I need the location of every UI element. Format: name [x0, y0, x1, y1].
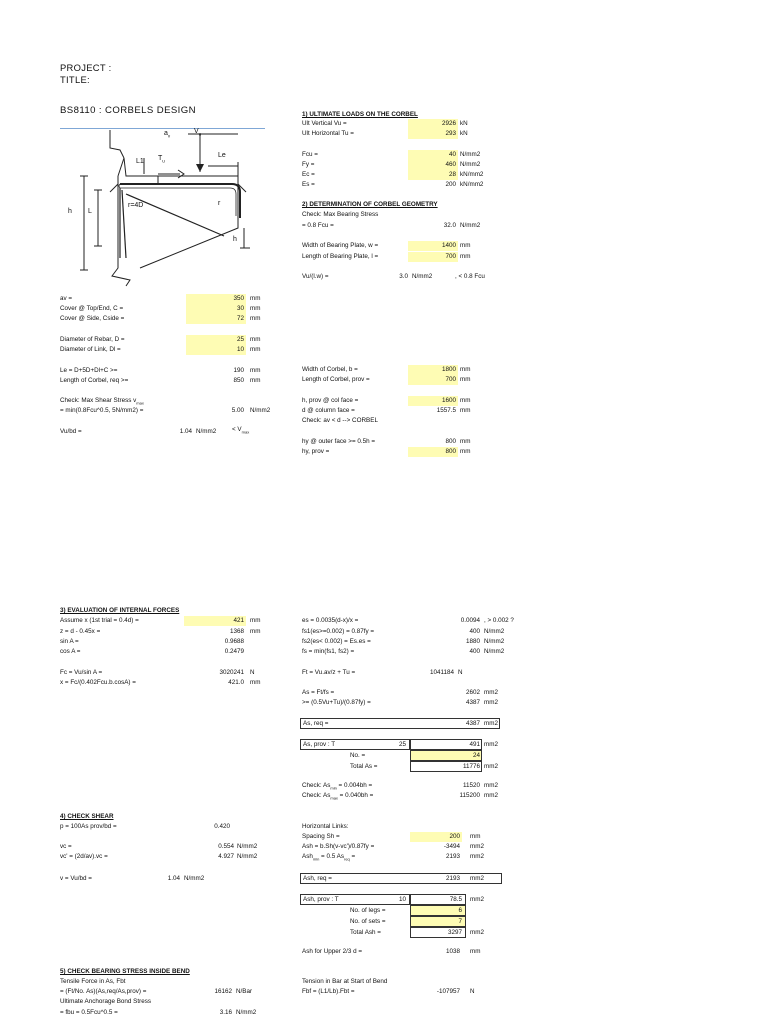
section-3-heading: 3) EVALUATION OF INTERNAL FORCES [60, 607, 180, 614]
fs1-unit: N/mm2 [484, 628, 505, 635]
z-unit: mm [250, 628, 261, 635]
h-prov-unit: mm [460, 397, 471, 404]
dia-rebar-unit: mm [250, 336, 261, 343]
fc-value: 3020241 [219, 669, 244, 676]
vul-unit: N/mm2 [412, 273, 433, 280]
fbu-value: 3.16 [219, 1009, 232, 1016]
fs2-label: fs2(es< 0.002) = Es.es = [302, 638, 371, 645]
fbu-unit: N/mm2 [236, 1009, 257, 1016]
fcu-label: Fcu = [302, 151, 318, 158]
vc-label: vc = [60, 843, 72, 850]
width-b-input[interactable]: 1800 [441, 366, 456, 373]
le-unit: mm [250, 367, 261, 374]
as-min-check-label: Check: $As_{min} = 0.004bh$ = [302, 782, 373, 791]
tu-label: $T_u$ [158, 155, 165, 164]
as-prov-unit: mm2 [484, 741, 498, 748]
cover-side-unit: mm [250, 315, 261, 322]
ec-input[interactable]: 28 [448, 171, 456, 178]
ash-label: Ash = b.Sh(v-vc')/0.87fy = [302, 843, 375, 850]
upper-unit: mm [470, 948, 481, 955]
h-label: h [68, 208, 72, 215]
r4d-label: r=4D [128, 202, 144, 209]
d-col-unit: mm [460, 407, 471, 414]
shear-formula-unit: N/mm2 [250, 407, 271, 414]
title-label: TITLE: [60, 74, 90, 85]
hy-outer-value: 800 [445, 438, 456, 445]
as-ft-label: As = Ft/fs = [302, 689, 335, 696]
as-ft-unit: mm2 [484, 689, 498, 696]
vu-input[interactable]: 2926 [441, 120, 456, 127]
z-value: 1368 [229, 628, 244, 635]
as-ft-value: 2602 [465, 689, 480, 696]
section-4-heading: 4) CHECK SHEAR [60, 813, 114, 820]
as-min-check-value: 11520 [462, 782, 480, 789]
dia-link-input[interactable]: 10 [236, 346, 244, 353]
as-prov-value: 491 [469, 741, 480, 748]
tu-label-row: Ult Horizontal Tu = [302, 130, 354, 137]
av-label: $a_v$ [164, 130, 171, 139]
es-strain-note: , > 0.002 ? [484, 617, 514, 624]
as-req-label: As, req = [303, 720, 329, 727]
le-row-label: Le = D+5D+Dl+C >= [60, 367, 118, 374]
vubd-note: < $V_{max}$ [232, 426, 250, 435]
h2-label: h [233, 236, 237, 243]
fs-unit: N/mm2 [484, 648, 505, 655]
width-bp-unit: mm [460, 242, 471, 249]
len-prov-input[interactable]: 700 [445, 376, 456, 383]
vc2-value: 4.927 [218, 853, 234, 860]
l1-label: L1 [136, 158, 144, 165]
ash-req-value: 2193 [445, 875, 460, 882]
fs2-value: 1880 [465, 638, 480, 645]
fc-label: Fc = Vu/sin A = [60, 669, 103, 676]
es-unit: kN/mm2 [460, 181, 484, 188]
vul-note: , < 0.8 Fcu [455, 273, 485, 280]
sets-input[interactable]: 7 [458, 918, 462, 925]
l-label: L [88, 208, 92, 215]
fbu-label: = fbu = 0.5Fcu^0.5 = [60, 1009, 118, 1016]
len-req-value: 850 [233, 377, 244, 384]
upper-label: Ash for Upper 2/3 d = [302, 948, 363, 955]
len-prov-unit: mm [460, 376, 471, 383]
vubd-unit: N/mm2 [196, 428, 217, 435]
hy-outer-unit: mm [460, 438, 471, 445]
tensile-label: Tensile Force in As, Fbt [60, 978, 126, 985]
fcu08-value: 32.0 [443, 222, 456, 229]
fbf-label: Fbf = (L1/Lb).Fbt = [302, 988, 355, 995]
ash-min-label: Ash$_{min}$ = 0.5 $As_{req}$ = [302, 853, 356, 862]
len-bp-label: Length of Bearing Plate, l = [302, 253, 379, 260]
fs1-label: fs1(es>=0.002) = 0.87fy = [302, 628, 375, 635]
fs2-unit: N/mm2 [484, 638, 505, 645]
horizontal-links-label: Horizontal Links: [302, 823, 349, 830]
hy-prov-label: hy, prov = [302, 448, 330, 455]
cover-top-unit: mm [250, 305, 261, 312]
section-2-heading: 2) DETERMINATION OF CORBEL GEOMETRY [302, 201, 438, 208]
len-bp-unit: mm [460, 253, 471, 260]
sina-label: sin A = [60, 638, 79, 645]
x-input[interactable]: 421 [233, 617, 244, 624]
fbf-unit: N [470, 988, 475, 995]
ash-prov-dia[interactable]: 10 [398, 896, 406, 903]
v-unit: N/mm2 [184, 875, 205, 882]
as-req-unit: mm2 [484, 720, 498, 727]
d-col-value: 1557.5 [436, 407, 456, 414]
shear-formula-label: = min(0.8Fcu^0.5, 5N/mm2) = [60, 407, 144, 414]
ash-req-unit: mm2 [470, 875, 484, 882]
ec-unit: kN/mm2 [460, 171, 484, 178]
ash-min-unit: mm2 [470, 853, 484, 860]
vc-value: 0.554 [218, 843, 234, 850]
spacing-label: Spacing Sh = [302, 833, 340, 840]
vc2-unit: N/mm2 [237, 853, 258, 860]
legs-input[interactable]: 6 [458, 907, 462, 914]
ec-label: Ec = [302, 171, 315, 178]
dia-rebar-label: Diameter of Rebar, D = [60, 336, 125, 343]
es-strain-value: 0.0094 [460, 617, 480, 624]
fy-unit: N/mm2 [460, 161, 481, 168]
as-req-value: 4387 [465, 720, 480, 727]
dia-rebar-input[interactable]: 25 [236, 336, 244, 343]
p-label: p = 100As prov/bd = [60, 823, 117, 830]
cosa-label: cos A = [60, 648, 81, 655]
tu-input[interactable]: 293 [445, 130, 456, 137]
load-arrow [196, 164, 204, 172]
len-req-unit: mm [250, 377, 261, 384]
tu-unit: kN [460, 130, 468, 137]
vul-value: 3.0 [399, 273, 408, 280]
len-prov-label: Length of Corbel, prov = [302, 376, 370, 383]
sina-value: 0.9688 [224, 638, 244, 645]
shear-check-label: Check: Max Shear Stress $v_{max}$ [60, 397, 144, 406]
hy-prov-input[interactable]: 800 [445, 448, 456, 455]
design-title: BS8110 : CORBELS DESIGN [60, 105, 196, 116]
es-value: 200 [445, 181, 456, 188]
es-strain-label: es = 0.0035(d-x)/x = [302, 617, 359, 624]
ft-value: 1041184 [429, 669, 454, 676]
hy-outer-label: hy @ outer face >= 0.5h = [302, 438, 376, 445]
upper-value: 1038 [445, 948, 460, 955]
total-as-value: 11776 [462, 763, 480, 770]
cover-top-label: Cover @ Top/End, C = [60, 305, 124, 312]
vubd-value: 1.04 [179, 428, 192, 435]
fbt-value: 16162 [214, 988, 232, 995]
spacing-unit: mm [470, 833, 481, 840]
as-max-check-label: Check: $As_{max} = 0.040bh$ = [302, 792, 374, 801]
d-col-label: d @ column face = [302, 407, 355, 414]
p-value: 0.420 [214, 823, 230, 830]
ash-min-value: 2193 [445, 853, 460, 860]
es-label: Es = [302, 181, 315, 188]
spacing-input[interactable]: 200 [449, 833, 460, 840]
fs1-value: 400 [469, 628, 480, 635]
vubd-label: Vu/bd = [60, 428, 82, 435]
no-bars-input[interactable]: 24 [472, 752, 480, 759]
ash-prov-value: 78.5 [449, 896, 462, 903]
vc2-label: vc' = (2d/av).vc = [60, 853, 108, 860]
le-label: Le [218, 152, 226, 159]
ash-prov-unit: mm2 [470, 896, 484, 903]
as-max-check-unit: mm2 [484, 792, 498, 799]
av-input[interactable]: 350 [233, 295, 244, 302]
cosa-value: 0.2479 [224, 648, 244, 655]
cover-top-input[interactable]: 30 [236, 305, 244, 312]
h-prov-label: h, prov @ col face = [302, 397, 359, 404]
tension-bar-label: Tension in Bar at Start of Bend [302, 978, 388, 985]
vul-label: Vu/(l.w) = [302, 273, 329, 280]
as-min-unit: mm2 [484, 699, 498, 706]
as-min-value: 4387 [465, 699, 480, 706]
total-as-unit: mm2 [484, 763, 498, 770]
section-5-heading: 5) CHECK BEARING STRESS INSIDE BEND [60, 968, 190, 975]
fc-unit: N [250, 669, 255, 676]
check-av-label: Check: av < d --> CORBEL [302, 417, 378, 424]
dia-link-unit: mm [250, 346, 261, 353]
width-b-unit: mm [460, 366, 471, 373]
xcalc-unit: mm [250, 679, 261, 686]
as-prov-dia[interactable]: 25 [398, 741, 406, 748]
total-ash-value: 3297 [447, 929, 462, 936]
as-min-label: >= (0.5Vu+Tu)/(0.87fy) = [302, 699, 371, 706]
dia-link-label: Diameter of Link, Dl = [60, 346, 121, 353]
cover-side-input[interactable]: 72 [236, 315, 244, 322]
width-bp-input[interactable]: 1400 [441, 242, 456, 249]
fs-value: 400 [469, 648, 480, 655]
ash-prov-label: Ash, prov : T [303, 896, 339, 903]
fbt-unit: N/Bar [236, 988, 253, 995]
len-req-label: Length of Corbel, req >= [60, 377, 129, 384]
le-value: 190 [233, 367, 244, 374]
legs-label: No. of legs = [350, 907, 386, 914]
as-min-check-unit: mm2 [484, 782, 498, 789]
fbt-label: = (Ft/No. As)(As,req/As,prov) = [60, 988, 147, 995]
ft-label: Ft = Vu.av/z + Tu = [302, 669, 356, 676]
as-max-check-value: 115200 [459, 792, 480, 799]
vc-unit: N/mm2 [237, 843, 258, 850]
v-label: v = Vu/bd = [60, 875, 92, 882]
ash-value: -3494 [443, 843, 460, 850]
total-ash-label: Total Ash = [350, 929, 381, 936]
project-label: PROJECT : [60, 62, 112, 73]
fbf-value: -107957 [436, 988, 460, 995]
ft-unit: N [458, 669, 463, 676]
av-unit: mm [250, 295, 261, 302]
total-ash-unit: mm2 [470, 929, 484, 936]
bearing-check-label: Check: Max Bearing Stress [302, 211, 379, 218]
x-label: Assume x (1st trial = 0.4d) = [60, 617, 139, 624]
r-label: r [218, 200, 221, 207]
hy-prov-unit: mm [460, 448, 471, 455]
vu-label-row: Ult Vertical Vu = [302, 120, 347, 127]
cover-side-label: Cover @ Side, Cside = [60, 315, 125, 322]
shear-formula-value: 5.00 [231, 407, 244, 414]
fcu-unit: N/mm2 [460, 151, 481, 158]
fcu-input[interactable]: 40 [448, 151, 456, 158]
fy-input[interactable]: 460 [445, 161, 456, 168]
v-value: 1.04 [167, 875, 180, 882]
width-b-label: Width of Corbel, b = [302, 366, 358, 373]
ash-unit: mm2 [470, 843, 484, 850]
x-unit: mm [250, 617, 261, 624]
no-bars-label: No. = [350, 752, 366, 759]
fy-label: Fy = [302, 161, 315, 168]
fcu08-label: = 0.8 Fcu = [302, 222, 334, 229]
av-row-label: av = [60, 295, 73, 302]
xcalc-label: x = Fc/(0.402Fcu.b.cosA) = [60, 679, 136, 686]
ash-req-label: Ash, req = [303, 875, 332, 882]
sets-label: No. of sets = [350, 918, 386, 925]
fcu08-unit: N/mm2 [460, 222, 481, 229]
h-prov-input[interactable]: 1600 [441, 397, 456, 404]
xcalc-value: 421.0 [228, 679, 244, 686]
width-bp-label: Width of Bearing Plate, w = [302, 242, 379, 249]
vu-unit: kN [460, 120, 468, 127]
len-bp-input[interactable]: 700 [445, 253, 456, 260]
z-label: z = d - 0.45x = [60, 628, 101, 635]
anchor-label: Ultimate Anchorage Bond Stress [60, 998, 152, 1005]
as-prov-label: As, prov : T [303, 741, 336, 748]
total-as-label: Total As = [350, 763, 378, 770]
section-1-heading: 1) ULTIMATE LOADS ON THE CORBEL [302, 111, 418, 118]
fs-label: fs = min(fs1, fs2) = [302, 648, 355, 655]
vu-label: $V_u$ [194, 128, 202, 137]
